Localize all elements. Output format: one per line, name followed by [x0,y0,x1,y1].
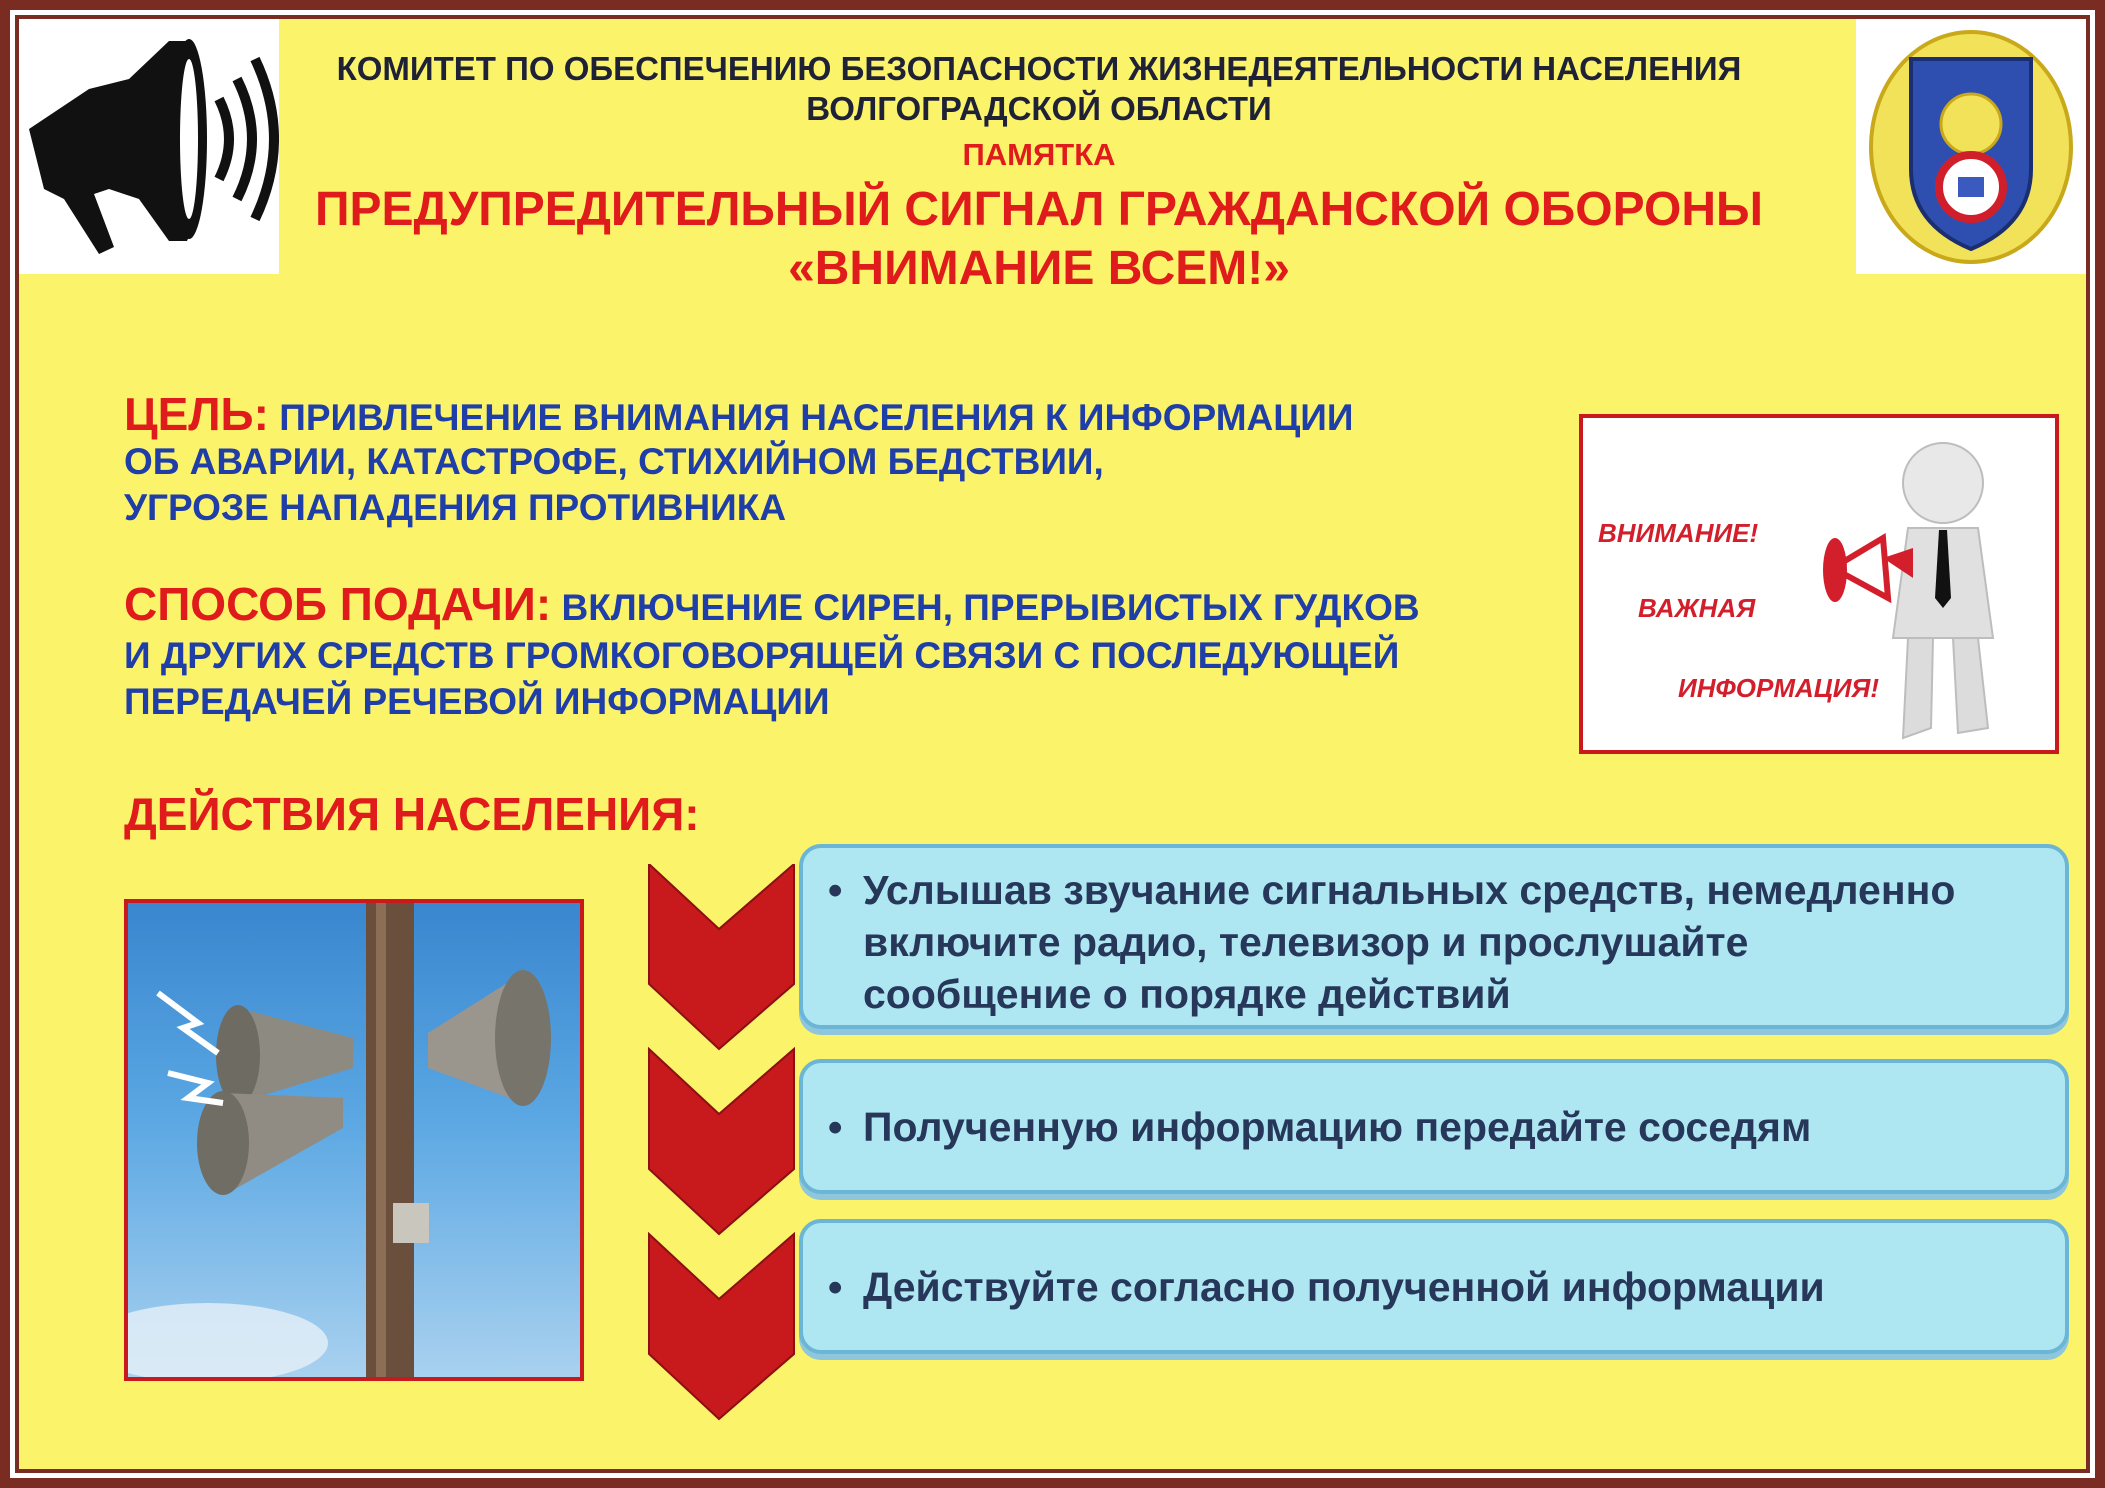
memo-label: ПАМЯТКА [962,137,1116,172]
method-line1: ВКЛЮЧЕНИЕ СИРЕН, ПРЕРЫВИСТЫХ ГУДКОВ [561,587,1420,628]
action-step-2 [799,1059,2069,1194]
actions-label: ДЕЙСТВИЯ НАСЕЛЕНИЯ: [124,788,700,840]
step-1-line2: включите радио, телевизор и прослушайте [863,919,1749,965]
chevron-arrows-icon [639,864,809,1424]
step-3-line1: Действуйте согласно полученной информации [863,1264,1825,1310]
frame-inner [10,10,2095,1478]
step-2-line1: Полученную информацию передайте соседям [863,1104,1812,1150]
goal-label: ЦЕЛЬ: [124,388,269,440]
signal-title-line2: «ВНИМАНИЕ ВСЕМ!» [788,242,1290,295]
step-2-text [828,1101,2035,1153]
committee-name-line2: ВОЛГОГРАДСКОЙ ОБЛАСТИ [806,90,1272,127]
bullet-icon: • [828,1264,843,1310]
method-line3: ПЕРЕДАЧЕЙ РЕЧЕВОЙ ИНФОРМАЦИИ [124,681,830,722]
attention-word1: ВНИМАНИЕ! [1598,518,1759,548]
method-section [124,578,1420,631]
step-3-text [828,1261,2035,1313]
method-label: СПОСОБ ПОДАЧИ: [124,578,552,630]
speaker-figure-icon [1813,428,2043,748]
siren-photo [124,899,584,1381]
committee-emblem [1856,19,2086,274]
method-line2: И ДРУГИХ СРЕДСТВ ГРОМКОГОВОРЯЩЕЙ СВЯЗИ С ПОСЛЕДУЮЩЕЙ [124,635,1400,676]
step-1-line1: Услышав звучание сигнальных средств, немедленно [863,867,1956,913]
megaphone-icon [19,19,279,274]
attention-word3: ИНФОРМАЦИЯ! [1678,673,1880,703]
step-1-text [828,864,2035,1020]
action-step-3 [799,1219,2069,1354]
step-1-line3: сообщение о порядке действий [863,971,1511,1017]
frame-inner-border [15,15,2090,1473]
goal-line1: ПРИВЛЕЧЕНИЕ ВНИМАНИЯ НАСЕЛЕНИЯ К ИНФОРМАЦИИ [279,397,1354,438]
signal-title-line1: ПРЕДУПРЕДИТЕЛЬНЫЙ СИГНАЛ ГРАЖДАНСКОЙ ОБОРОНЫ [315,183,1763,236]
goal-section [124,388,1354,441]
bullet-icon: • [828,867,843,913]
siren-pole-icon [128,903,580,1377]
attention-card [1579,414,2059,754]
committee-name-line1: КОМИТЕТ ПО ОБЕСПЕЧЕНИЮ БЕЗОПАСНОСТИ ЖИЗНЕДЕЯТЕЛЬНОСТИ НАСЕЛЕНИЯ [336,50,1742,87]
goal-line2: ОБ АВАРИИ, КАТАСТРОФЕ, СТИХИЙНОМ БЕДСТВИИ, [124,441,1104,482]
bullet-icon: • [828,1104,843,1150]
action-step-1 [799,844,2069,1029]
goal-line3: УГРОЗЕ НАПАДЕНИЯ ПРОТИВНИКА [124,487,787,528]
poster [19,19,2086,1469]
attention-word2: ВАЖНАЯ [1638,593,1756,623]
